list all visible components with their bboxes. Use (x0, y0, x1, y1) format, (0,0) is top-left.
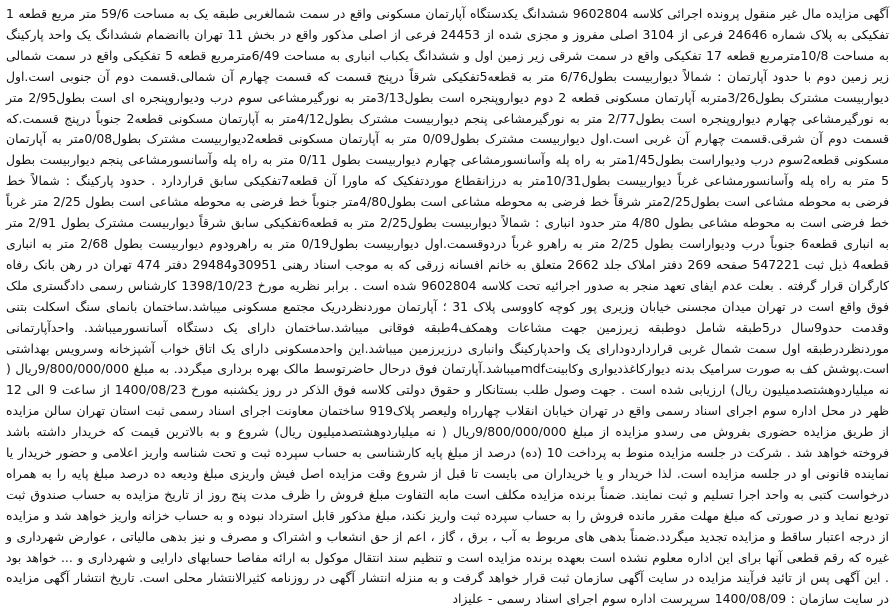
auction-notice-text: آگهی مزایده مال غیر منقول پرونده اجرائی کلاسه 9602804 ششدانگ یکدستگاه آپارتمان مسکونی واقع در سمت شمالغربی طبقه یک به مساحت 59/6 متر مربع قطعه 1 تفکیکی به پلاک شماره 24646 فرعی از 3104 اصلی مفروز و مجزی شده از 24453 فرعی از اصلی مذکور واقع در بخش 11 تهران باانضمام ششدانگ یک واحد پارکینگ به مساحت 10/8مترمربع قطعه 17 تفکیکی واقع در سمت شرقی زیر زمین اول و ششدانگ یکباب انباری به مساحت 6/49مترمربع قطعه 5 تفکیکی واقع در سمت شمالی زیر زمین دوم با حدود آپارتمان : شمالاً دیواربیست بطول6/76 متر به قطعه5تفکیکی شرقاً درپنج قسمت که قسمت چهارم آن شمالی.قسمت دوم آن جنوبی است.اول دیواربیست مشترک بطول3/26متربه آپارتمان مسکونی قطعه 2 دوم دیواروپنجره است بطول3/13متر به نورگیرمشاعی سوم درب ودیواروپنجره ای است بطول2/95 متر به نورگیرمشاعی چهارم دیواروپنجره است بطول2/77 متر به نورگیرمشاعی پنجم دیواربیست مشترک بطول4/12متر به آپارتمان مسکونی قطعه2 جنوباً درپنج قسمت.که قسمت دوم آن شرقی.قسمت چهارم آن غربی است.اول دیواربیست مشترک بطول0/09 متر به آپارتمان مسکونی قطعه2دیواربیست مشترک بطول0/08متر به آپارتمان مسکونی قطعه2سوم درب ودیواراست بطول1/45متر به راه پله وآسانسورمشاعی چهارم دیواربیست بطول 0/11 متر به راه پله وآسانسورمشاعی پنجم دیواربیست بطول 5 متر به راه پله وآسانسورمشاعی غرباً دیواربیست بطول10/31متر به درزانقطاع موردتفکیک که ماورا آن قطعه7تفکیکی سابق قراردارد . حدود پارکینگ : شمالاً خط فرضی به محوطه مشاعی است بطول2/25متر شرقاً خط فرضی به محوطه مشاعی است بطول4/80متر جنوباً خط فرضی به محوطه مشاعی است بطول 2/25 متر غرباً خط فرضی است به محوطه مشاعی بطول 4/80 متر حدود انباری : شمالاً دیواربیست بطول2/25 متر به قطعه6تفکیکی سابق شرقاً دیواربیست مشترک بطول 2/91 متر به انباری قطعه6 جنوباً درب ودیواراست بطول 2/25 متر به راهرو غرباً دردوقسمت.اول دیواربیست بطول0/19 متر به راهرودوم دیواربیست بطول 2/68 متر به انباری قطعه4 ذیل ثبت 547221 صفحه 269 دفتر املاک جلد 2662 متعلق به خانم افسانه زرقی که به موجب اسناد رهنی 30951و29484 دفتر 474 تهران در رهن بانک رفاه کارگران قرار گرفته . بعلت عدم ایفای تعهد منجر به صدور اجرائیه تحت کلاسه 9602804 شده است . برابر نظریه مورخ 1398/10/23 کارشناس رسمی دادگستری ملک فوق واقع است در تهران میدان مجسنی خیابان وزیری پور کوچه کاووسی پلاک 31 ؛ آپارتمان موردنظردریک مجتمع مسکونی میباشد.ساختمان بانمای سنگ اسکلت بتنی وقدمت حدو9سال در5طبقه شامل دوطبقه زیرزمین جهت مشاعات وهمکف4طبقه فوقانی میباشد.ساختمان دارای یک دستگاه آسانسورمیباشد. واحدآپارتمانی موردنظردرطبقه اول سمت شمال غربی قرارداردودارای یک واحدپارکینگ وانباری درزیرزمین میباشد.این واحدمسکونی دارای یک اتاق خواب آشپزخانه وسرویس بهداشتی است.پوشش کف به صورت سرامیک بدنه دیوارکاغذدیواری وکابینتmdfمیباشد.آپارتمان فوق درحال حاضرتوسط مالک بهره برداری میگردد. به مبلغ 9/800/000/000ریال ( نه میلیاردوهشتصدمیلیون ریال) ارزیابی شده است . جهت وصول طلب بستانکار و حقوق دولتی کلاسه فوق الذکر در روز یکشنبه مورخ 1400/08/23 از ساعت 9 الی 12 ظهر در محل اداره سوم اجرای اسناد رسمی واقع در تهران خیابان انقلاب چهارراه ولیعصر پلاک919 ساختمان معاونت اجرای اسناد رسمی ثبت استان تهران سالن مزایده از طریق مزایده حضوری بفروش می رسدو مزایده از مبلغ 9/800/000/000ریال ( نه میلیاردوهشتصدمیلیون ریال) شروع و به بالاترین قیمت که خریدار داشته باشد فروخته خواهد شد . شرکت در جلسه مزایده منوط به پرداخت 10 (ده) درصد از مبلغ پایه کارشناسی به حساب سپرده ثبت و تحت شناسه واریز اعلامی و حضور خریدار یا نماینده قانونی او در جلسه مزایده است. لذا خریدار و یا خریداران می بایست تا قبل از شروع وقت مزایده اصل فیش واریزی مبلغ ودیعه ده درصد مبلغ پایه را به همراه درخواست کتبی به واحد اجرا تسلیم و ثبت نمایند. ضمناً برنده مزایده مکلف است مابه التفاوت مبلغ فروش را ظرف مدت پنج روز از تاریخ مزایده به حساب صندوق ثبت تودیع نماید و در صورتی که مبلغ مهلت مقرر مانده فروش را به حساب سپرده ثبت واریز نکند، مبلغ مذکور قابل استرداد نبوده و به حساب خزانه واریز خواهد شد و مزایده از درجه اعتبار ساقط و مزایده تجدید میگردد.ضمناً بدهی های مربوط به آب ، برق ، گاز ، اعم از حق انشعاب و اشتراک و مصرف و نیز بدهی مالیاتی ، عوارض شهرداری و غیره که رقم قطعی آنها برای این اداره معلوم نشده است بعهده برنده مزایده است و تنظیم سند انتقال موکول به ارائه مفاصا حسابهای دارایی و شهرداری و ... خواهد بود . این آگهی پس از تائید فرآیند مزایده در سایت آگهی سازمان ثبت قرار خواهد گرفت و به منزله انتشار آگهی در روزنامه کثیرالانتشار محلی است. تاریخ انتشار آگهی مزایده در سایت سازمان : 1400/08/09 سرپرست اداره سوم اجرای اسناد رسمی - علیزاد (6, 6, 890, 607)
